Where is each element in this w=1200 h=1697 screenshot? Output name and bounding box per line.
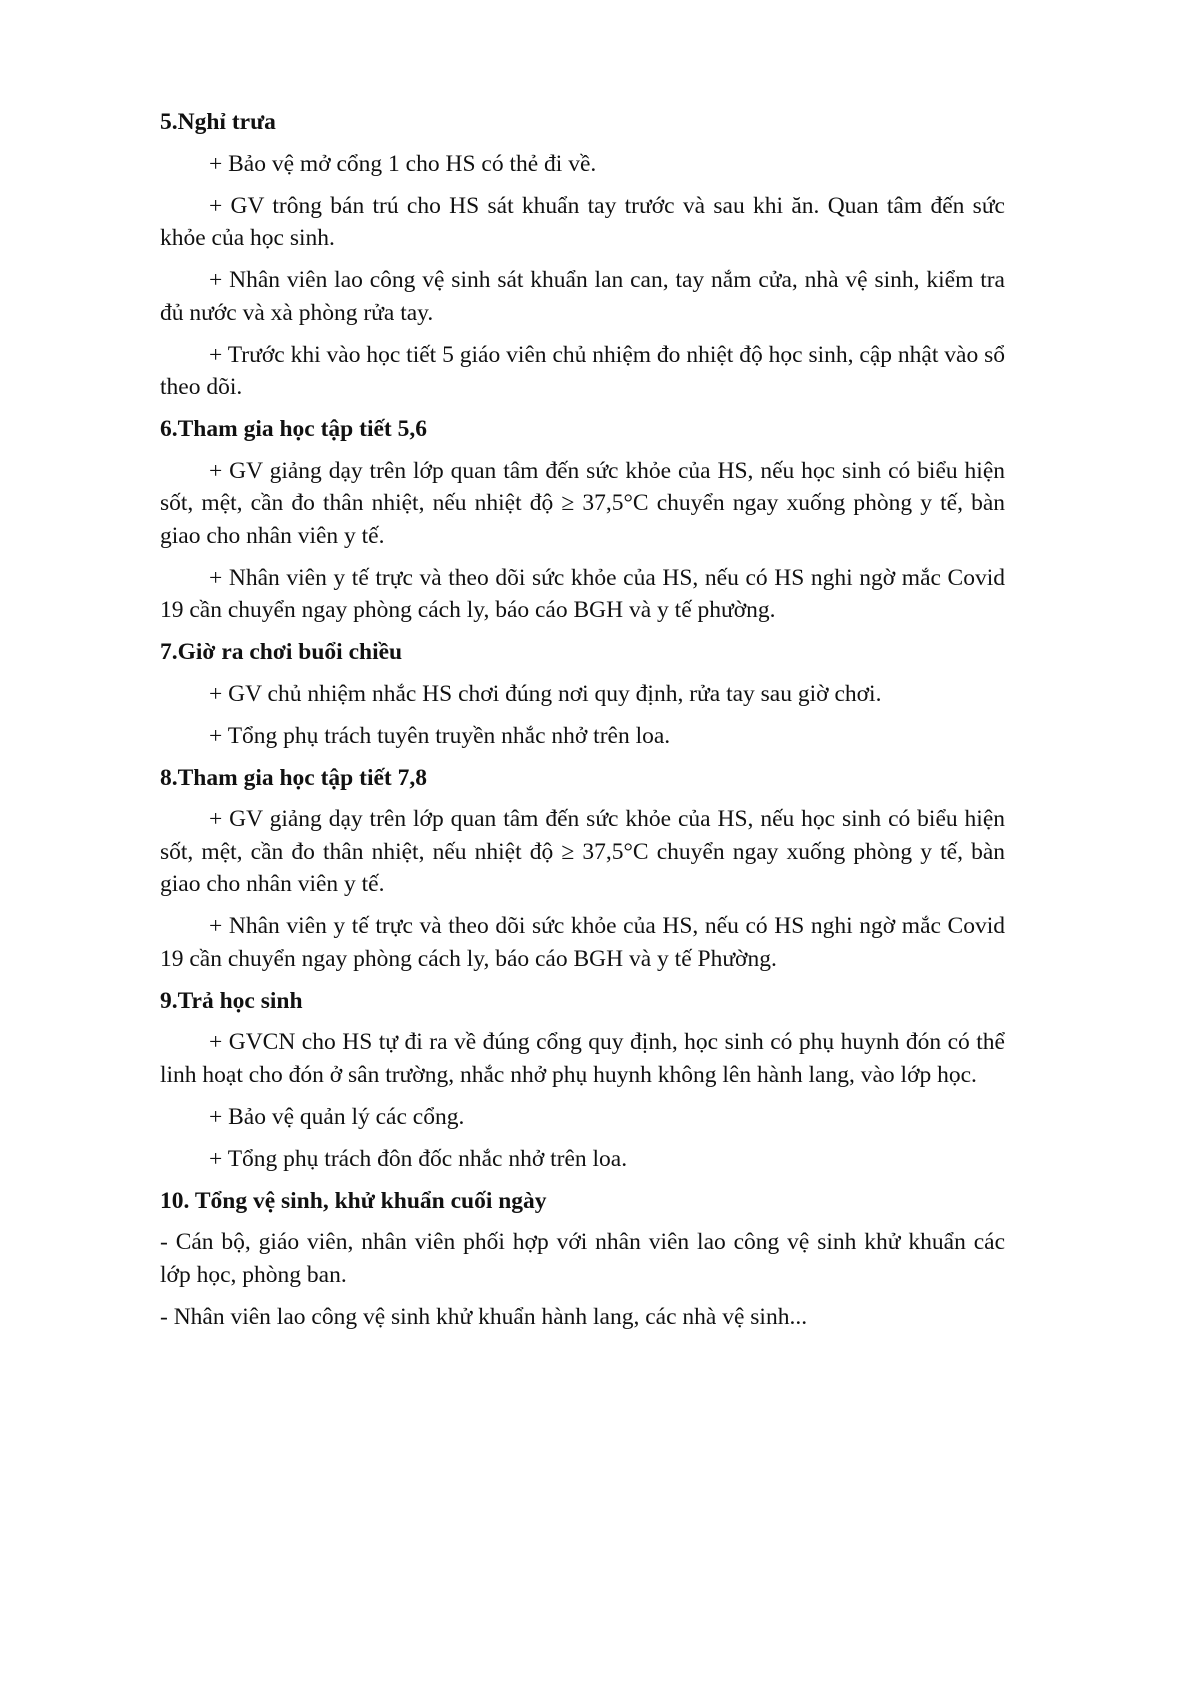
paragraph: + Trước khi vào học tiết 5 giáo viên chủ nhiệm đo nhiệt độ học sinh, cập nhật vào sổ theo dõi. <box>160 341 1005 400</box>
section-7-afternoon-recess <box>160 636 1005 752</box>
paragraph: + Nhân viên lao công vệ sinh sát khuẩn lan can, tay nắm cửa, nhà vệ sinh, kiểm tra đủ nước và xà phòng rửa tay. <box>160 267 1005 326</box>
section-8-periods-7-8 <box>160 762 1005 976</box>
section-heading: 7.Giờ ra chơi buổi chiều <box>160 639 403 665</box>
section-heading: 9.Trả học sinh <box>160 987 303 1014</box>
paragraph: - Cán bộ, giáo viên, nhân viên phối hợp với nhân viên lao công vệ sinh khử khuẩn các lớp học, phòng ban. <box>160 1229 1005 1288</box>
section-heading: 10. Tổng vệ sinh, khử khuẩn cuối ngày <box>160 1187 547 1214</box>
paragraph: + GVCN cho HS tự đi ra về đúng cổng quy định, học sinh có phụ huynh đón có thể linh hoạt cho đón ở sân trường, nhắc nhở phụ huynh không lên hành lang, vào lớp học. <box>160 1029 1005 1088</box>
paragraph: + Bảo vệ quản lý các cổng. <box>209 1103 465 1130</box>
section-9-student-dismissal <box>160 985 1005 1176</box>
section-5-lunch-break <box>160 106 1005 404</box>
section-heading: 6.Tham gia học tập tiết 5,6 <box>160 416 427 442</box>
document-page <box>160 106 1005 1343</box>
section-heading: 8.Tham gia học tập tiết 7,8 <box>160 764 427 791</box>
section-10-end-of-day-cleaning <box>160 1185 1005 1334</box>
paragraph: + Bảo vệ mở cổng 1 cho HS có thẻ đi về. <box>209 150 597 177</box>
paragraph: + Tổng phụ trách đôn đốc nhắc nhở trên loa. <box>209 1145 628 1172</box>
paragraph: + GV trông bán trú cho HS sát khuẩn tay trước và sau khi ăn. Quan tâm đến sức khỏe của học sinh. <box>160 192 1005 251</box>
paragraph: + GV chủ nhiệm nhắc HS chơi đúng nơi quy định, rửa tay sau giờ chơi. <box>209 680 882 707</box>
paragraph: - Nhân viên lao công vệ sinh khử khuẩn hành lang, các nhà vệ sinh... <box>160 1303 808 1330</box>
section-heading: 5.Nghỉ trưa <box>160 109 276 135</box>
paragraph: + GV giảng dạy trên lớp quan tâm đến sức khỏe của HS, nếu học sinh có biểu hiện sốt, mệt, cần đo thân nhiệt, nếu nhiệt độ ≥ 37,5°C chuyển ngay xuống phòng y tế, bàn giao cho nhân viên y tế. <box>160 457 1005 549</box>
section-6-periods-5-6 <box>160 413 1005 627</box>
paragraph: + Tổng phụ trách tuyên truyền nhắc nhở trên loa. <box>209 722 671 749</box>
paragraph: + Nhân viên y tế trực và theo dõi sức khỏe của HS, nếu có HS nghi ngờ mắc Covid 19 cần chuyển ngay phòng cách ly, báo cáo BGH và y tế Phường. <box>160 913 1005 972</box>
paragraph: + Nhân viên y tế trực và theo dõi sức khỏe của HS, nếu có HS nghi ngờ mắc Covid 19 cần chuyển ngay phòng cách ly, báo cáo BGH và y tế phường. <box>160 564 1005 623</box>
paragraph: + GV giảng dạy trên lớp quan tâm đến sức khỏe của HS, nếu học sinh có biểu hiện sốt, mệt, cần đo thân nhiệt, nếu nhiệt độ ≥ 37,5°C chuyển ngay xuống phòng y tế, bàn giao cho nhân viên y tế. <box>160 806 1005 897</box>
